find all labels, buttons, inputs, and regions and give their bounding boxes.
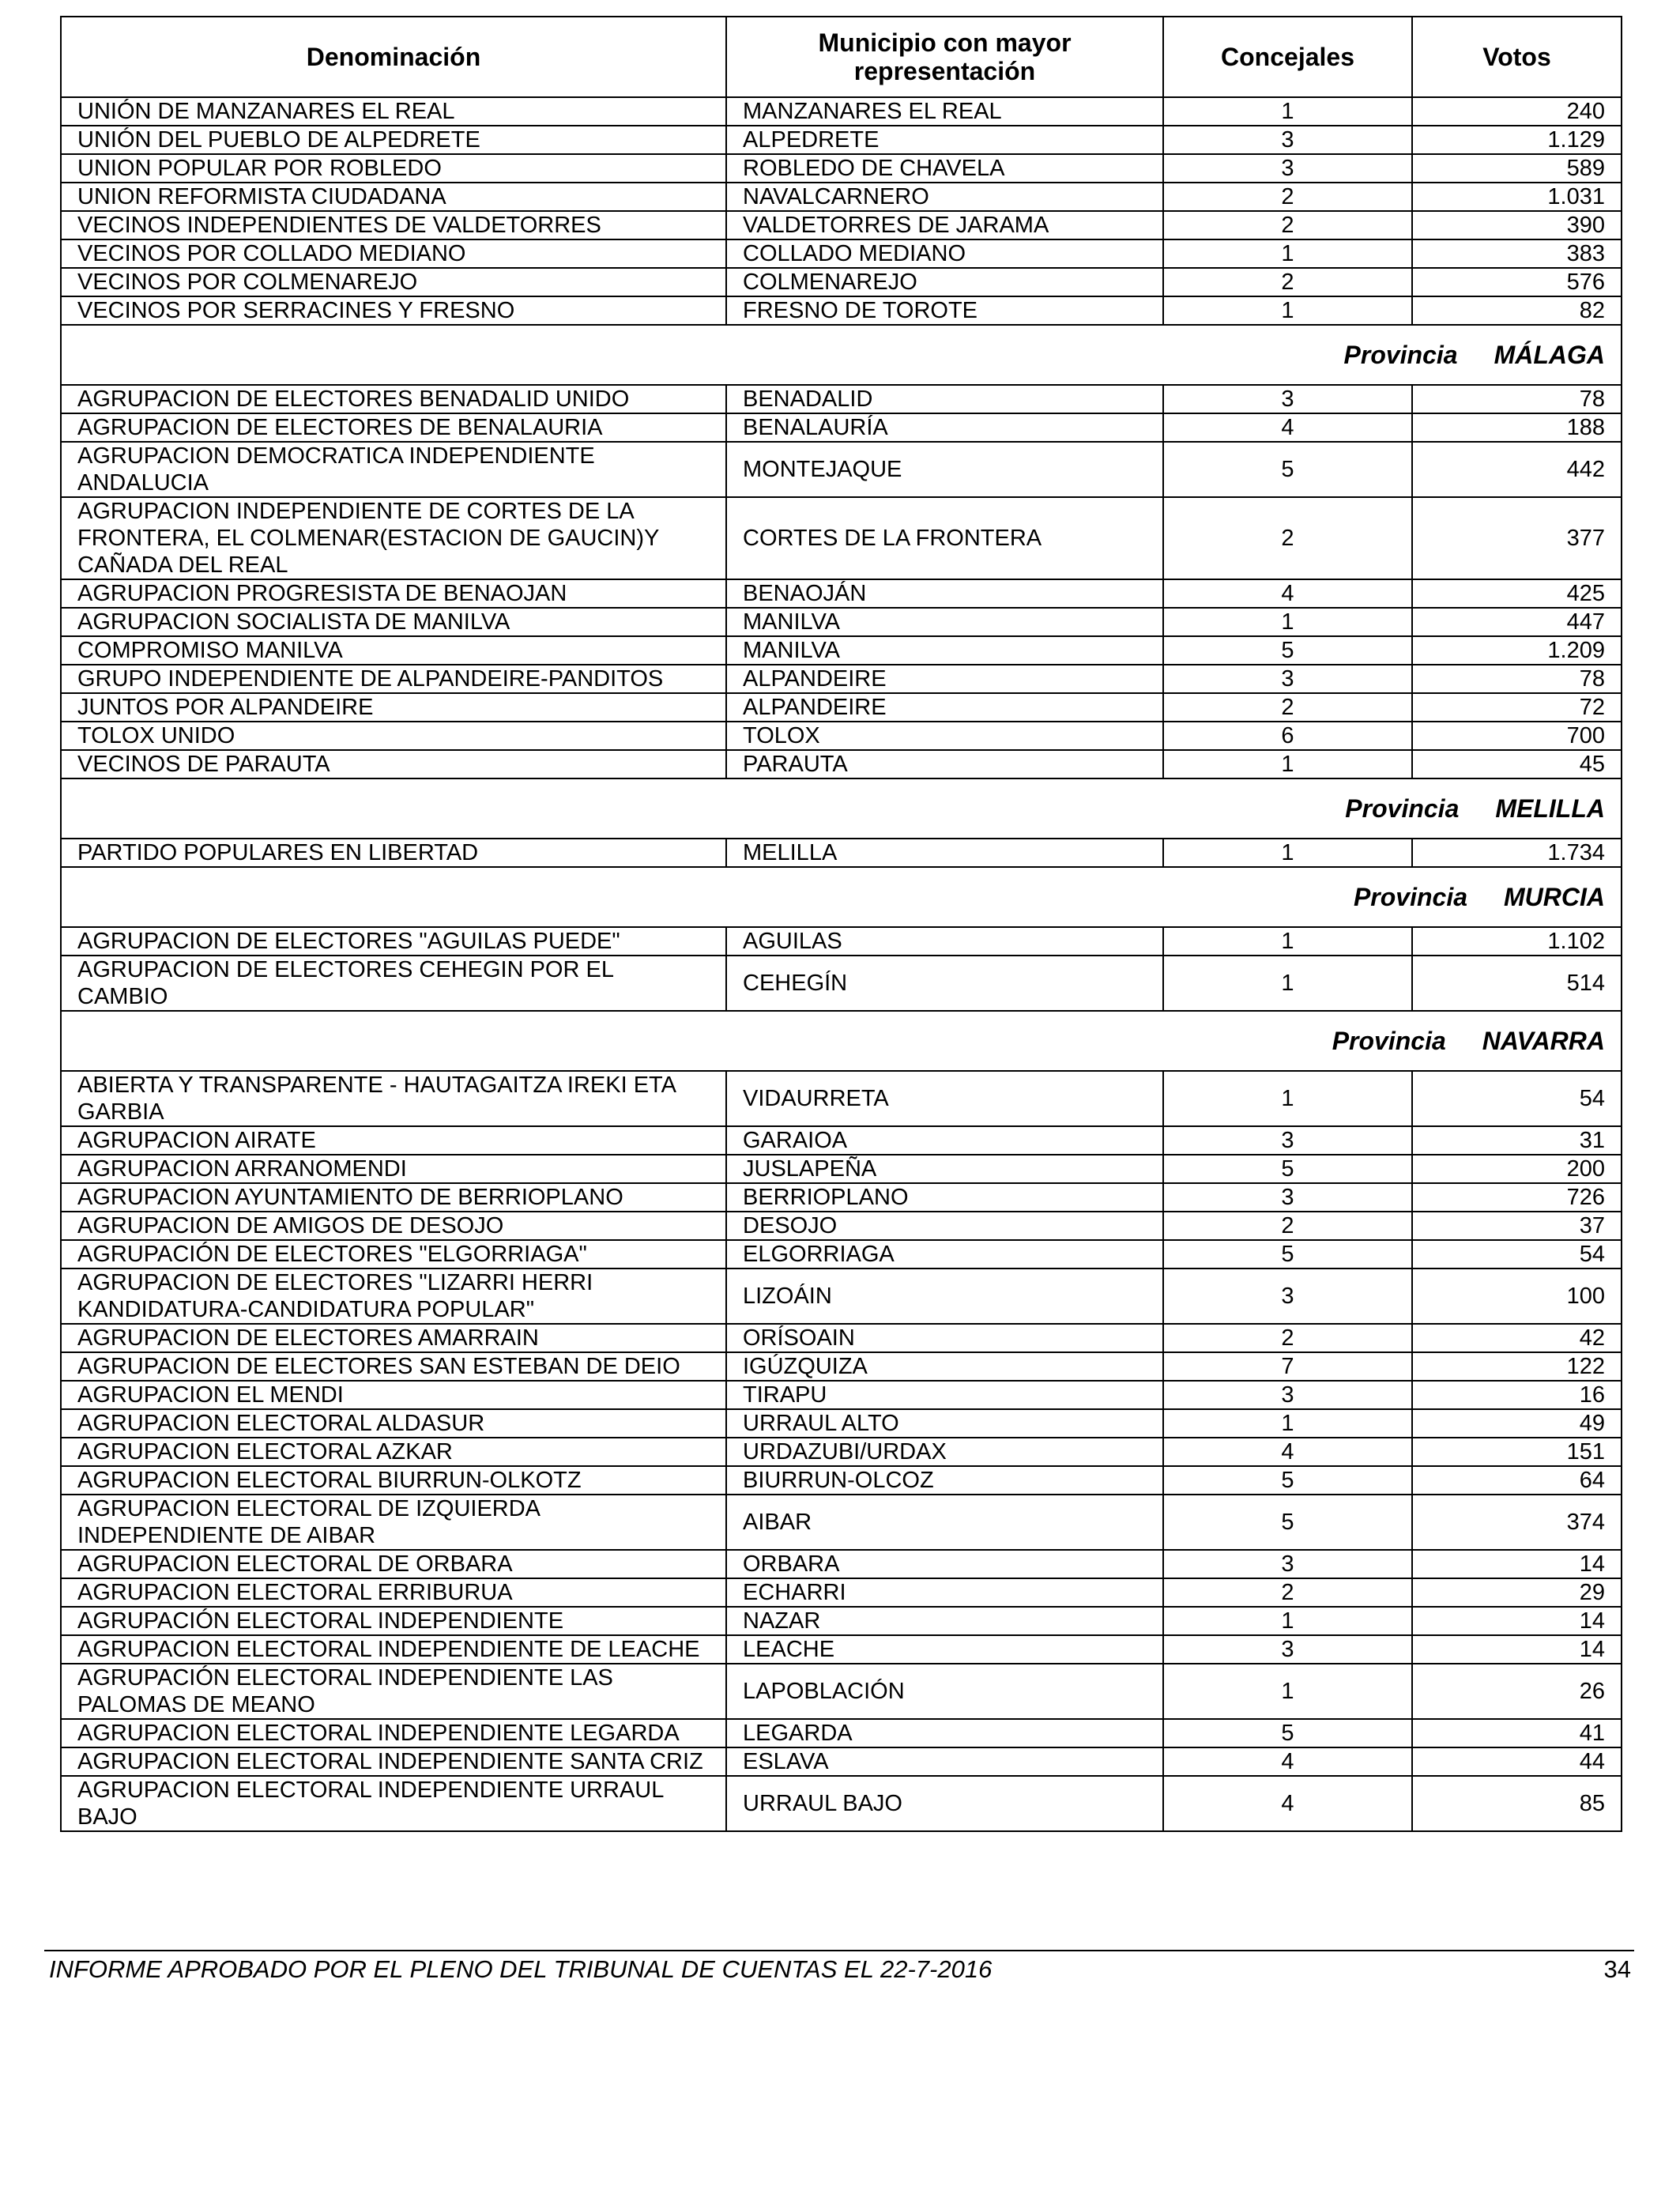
cell-concejales: 3 <box>1163 385 1412 413</box>
cell-denominacion: AGRUPACION ELECTORAL AZKAR <box>61 1438 726 1466</box>
table-row <box>61 1607 1622 1635</box>
table-row <box>61 722 1622 750</box>
cell-votos: 447 <box>1412 608 1622 636</box>
table-row <box>61 750 1622 778</box>
table-row <box>61 579 1622 608</box>
cell-denominacion: PARTIDO POPULARES EN LIBERTAD <box>61 839 726 867</box>
table-row <box>61 1466 1622 1495</box>
cell-votos: 14 <box>1412 1635 1622 1664</box>
cell-votos: 240 <box>1412 97 1622 126</box>
cell-concejales: 7 <box>1163 1352 1412 1381</box>
cell-votos: 54 <box>1412 1240 1622 1269</box>
cell-votos: 589 <box>1412 154 1622 183</box>
cell-concejales: 1 <box>1163 956 1412 1011</box>
cell-votos: 14 <box>1412 1550 1622 1578</box>
cell-denominacion: AGRUPACION EL MENDI <box>61 1381 726 1409</box>
cell-concejales: 3 <box>1163 665 1412 693</box>
cell-denominacion: UNIÓN DE MANZANARES EL REAL <box>61 97 726 126</box>
cell-denominacion: AGRUPACION DE ELECTORES DE BENALAURIA <box>61 413 726 442</box>
table-row <box>61 1269 1622 1324</box>
table-row <box>61 1240 1622 1269</box>
cell-denominacion: AGRUPACION ELECTORAL INDEPENDIENTE SANTA CRIZ <box>61 1747 726 1776</box>
cell-municipio: FRESNO DE TOROTE <box>726 296 1163 325</box>
table-row <box>61 1381 1622 1409</box>
cell-municipio: DESOJO <box>726 1212 1163 1240</box>
cell-concejales: 2 <box>1163 211 1412 239</box>
cell-municipio: ALPANDEIRE <box>726 693 1163 722</box>
cell-votos: 45 <box>1412 750 1622 778</box>
table-row <box>61 1747 1622 1776</box>
cell-concejales: 2 <box>1163 1212 1412 1240</box>
cell-municipio: PARAUTA <box>726 750 1163 778</box>
cell-denominacion: AGRUPACION DE ELECTORES "LIZARRI HERRI KANDIDATURA-CANDIDATURA POPULAR" <box>61 1269 726 1324</box>
cell-denominacion: AGRUPACION DEMOCRATICA INDEPENDIENTE ANDALUCIA <box>61 442 726 497</box>
table-row <box>61 1409 1622 1438</box>
table-row <box>61 693 1622 722</box>
cell-concejales: 5 <box>1163 442 1412 497</box>
cell-denominacion: VECINOS POR SERRACINES Y FRESNO <box>61 296 726 325</box>
cell-votos: 26 <box>1412 1664 1622 1719</box>
cell-votos: 31 <box>1412 1126 1622 1155</box>
cell-municipio: ALPANDEIRE <box>726 665 1163 693</box>
cell-denominacion: VECINOS INDEPENDIENTES DE VALDETORRES <box>61 211 726 239</box>
cell-concejales: 2 <box>1163 497 1412 579</box>
table-row <box>61 1352 1622 1381</box>
cell-concejales: 3 <box>1163 1183 1412 1212</box>
cell-concejales: 1 <box>1163 296 1412 325</box>
cell-concejales: 4 <box>1163 1747 1412 1776</box>
cell-municipio: NAZAR <box>726 1607 1163 1635</box>
cell-concejales: 5 <box>1163 1466 1412 1495</box>
cell-votos: 726 <box>1412 1183 1622 1212</box>
cell-denominacion: TOLOX UNIDO <box>61 722 726 750</box>
cell-concejales: 1 <box>1163 1664 1412 1719</box>
cell-concejales: 1 <box>1163 1607 1412 1635</box>
cell-denominacion: UNION POPULAR POR ROBLEDO <box>61 154 726 183</box>
table-row <box>61 211 1622 239</box>
cell-concejales: 1 <box>1163 927 1412 956</box>
cell-denominacion: AGRUPACIÓN DE ELECTORES "ELGORRIAGA" <box>61 1240 726 1269</box>
table-row <box>61 956 1622 1011</box>
cell-municipio: BERRIOPLANO <box>726 1183 1163 1212</box>
cell-votos: 78 <box>1412 665 1622 693</box>
cell-denominacion: AGRUPACION ELECTORAL ALDASUR <box>61 1409 726 1438</box>
cell-denominacion: UNIÓN DEL PUEBLO DE ALPEDRETE <box>61 126 726 154</box>
table-row <box>61 1635 1622 1664</box>
cell-municipio: IGÚZQUIZA <box>726 1352 1163 1381</box>
cell-denominacion: AGRUPACION ELECTORAL INDEPENDIENTE DE LEACHE <box>61 1635 726 1664</box>
page-number: 34 <box>1603 1955 1631 1983</box>
cell-concejales: 3 <box>1163 1269 1412 1324</box>
cell-denominacion: AGRUPACION ARRANOMENDI <box>61 1155 726 1183</box>
table-header-row <box>61 17 1622 97</box>
header-denominacion: Denominación <box>61 17 726 97</box>
cell-municipio: MANILVA <box>726 636 1163 665</box>
cell-municipio: ESLAVA <box>726 1747 1163 1776</box>
cell-votos: 29 <box>1412 1578 1622 1607</box>
cell-denominacion: COMPROMISO MANILVA <box>61 636 726 665</box>
province-cell <box>61 867 1622 927</box>
table-row <box>61 183 1622 211</box>
cell-votos: 1.129 <box>1412 126 1622 154</box>
cell-municipio: ORÍSOAIN <box>726 1324 1163 1352</box>
table-row <box>61 1664 1622 1719</box>
cell-municipio: LAPOBLACIÓN <box>726 1664 1163 1719</box>
cell-municipio: URRAUL BAJO <box>726 1776 1163 1831</box>
province-label: Provincia <box>1343 341 1458 369</box>
cell-concejales: 1 <box>1163 1071 1412 1126</box>
province-label: Provincia <box>1345 794 1460 823</box>
table-row <box>61 1183 1622 1212</box>
cell-concejales: 1 <box>1163 608 1412 636</box>
province-name: MURCIA <box>1504 883 1605 911</box>
cell-denominacion: AGRUPACION DE AMIGOS DE DESOJO <box>61 1212 726 1240</box>
province-row <box>61 867 1622 927</box>
table-row <box>61 239 1622 268</box>
cell-municipio: ORBARA <box>726 1550 1163 1578</box>
table-row <box>61 1550 1622 1578</box>
cell-votos: 82 <box>1412 296 1622 325</box>
province-label: Provincia <box>1353 883 1468 911</box>
cell-concejales: 6 <box>1163 722 1412 750</box>
cell-municipio: AGUILAS <box>726 927 1163 956</box>
cell-municipio: URRAUL ALTO <box>726 1409 1163 1438</box>
cell-denominacion: AGRUPACION DE ELECTORES "AGUILAS PUEDE" <box>61 927 726 956</box>
results-table <box>60 16 1622 1832</box>
table-row <box>61 442 1622 497</box>
cell-votos: 42 <box>1412 1324 1622 1352</box>
cell-votos: 200 <box>1412 1155 1622 1183</box>
cell-votos: 44 <box>1412 1747 1622 1776</box>
cell-denominacion: AGRUPACION ELECTORAL DE IZQUIERDA INDEPENDIENTE DE AIBAR <box>61 1495 726 1550</box>
cell-denominacion: ABIERTA Y TRANSPARENTE - HAUTAGAITZA IREKI ETA GARBIA <box>61 1071 726 1126</box>
table-row <box>61 1212 1622 1240</box>
table-row <box>61 665 1622 693</box>
table-row <box>61 385 1622 413</box>
table-row <box>61 97 1622 126</box>
cell-municipio: ECHARRI <box>726 1578 1163 1607</box>
cell-votos: 700 <box>1412 722 1622 750</box>
cell-concejales: 1 <box>1163 97 1412 126</box>
cell-denominacion: AGRUPACION ELECTORAL INDEPENDIENTE URRAUL BAJO <box>61 1776 726 1831</box>
cell-denominacion: UNION REFORMISTA CIUDADANA <box>61 183 726 211</box>
province-label: Provincia <box>1332 1027 1446 1055</box>
cell-concejales: 4 <box>1163 413 1412 442</box>
cell-votos: 442 <box>1412 442 1622 497</box>
cell-votos: 377 <box>1412 497 1622 579</box>
cell-concejales: 1 <box>1163 239 1412 268</box>
province-name: NAVARRA <box>1482 1027 1605 1055</box>
table-row <box>61 636 1622 665</box>
cell-concejales: 4 <box>1163 579 1412 608</box>
cell-concejales: 3 <box>1163 154 1412 183</box>
cell-concejales: 5 <box>1163 1240 1412 1269</box>
cell-municipio: COLLADO MEDIANO <box>726 239 1163 268</box>
cell-denominacion: AGRUPACION ELECTORAL ERRIBURUA <box>61 1578 726 1607</box>
cell-municipio: VIDAURRETA <box>726 1071 1163 1126</box>
cell-denominacion: AGRUPACION AIRATE <box>61 1126 726 1155</box>
cell-municipio: GARAIOA <box>726 1126 1163 1155</box>
cell-concejales: 2 <box>1163 268 1412 296</box>
cell-municipio: TOLOX <box>726 722 1163 750</box>
cell-votos: 64 <box>1412 1466 1622 1495</box>
cell-concejales: 3 <box>1163 1381 1412 1409</box>
province-cell <box>61 1011 1622 1071</box>
cell-denominacion: VECINOS POR COLLADO MEDIANO <box>61 239 726 268</box>
header-municipio: Municipio con mayor representación <box>726 17 1163 97</box>
cell-municipio: LIZOÁIN <box>726 1269 1163 1324</box>
cell-denominacion: VECINOS POR COLMENAREJO <box>61 268 726 296</box>
cell-concejales: 3 <box>1163 1126 1412 1155</box>
cell-concejales: 2 <box>1163 1578 1412 1607</box>
footer-divider <box>44 1950 1634 1951</box>
cell-denominacion: GRUPO INDEPENDIENTE DE ALPANDEIRE-PANDITOS <box>61 665 726 693</box>
table-row <box>61 1438 1622 1466</box>
cell-denominacion: AGRUPACION DE ELECTORES BENADALID UNIDO <box>61 385 726 413</box>
cell-denominacion: AGRUPACION INDEPENDIENTE DE CORTES DE LA FRONTERA, EL COLMENAR(ESTACION DE GAUCIN)Y CAÑADA DEL REAL <box>61 497 726 579</box>
cell-municipio: LEACHE <box>726 1635 1163 1664</box>
cell-concejales: 4 <box>1163 1776 1412 1831</box>
cell-municipio: BIURRUN-OLCOZ <box>726 1466 1163 1495</box>
cell-municipio: NAVALCARNERO <box>726 183 1163 211</box>
cell-municipio: TIRAPU <box>726 1381 1163 1409</box>
table-row <box>61 1776 1622 1831</box>
header-votos: Votos <box>1412 17 1622 97</box>
cell-concejales: 5 <box>1163 1155 1412 1183</box>
cell-municipio: MANZANARES EL REAL <box>726 97 1163 126</box>
cell-votos: 14 <box>1412 1607 1622 1635</box>
footer-text: INFORME APROBADO POR EL PLENO DEL TRIBUNAL DE CUENTAS EL 22-7-2016 <box>49 1955 993 1983</box>
cell-denominacion: AGRUPACION DE ELECTORES CEHEGIN POR EL CAMBIO <box>61 956 726 1011</box>
table-row <box>61 608 1622 636</box>
cell-municipio: URDAZUBI/URDAX <box>726 1438 1163 1466</box>
province-cell <box>61 325 1622 385</box>
cell-municipio: COLMENAREJO <box>726 268 1163 296</box>
cell-votos: 72 <box>1412 693 1622 722</box>
cell-concejales: 3 <box>1163 1635 1412 1664</box>
cell-denominacion: AGRUPACION PROGRESISTA DE BENAOJAN <box>61 579 726 608</box>
cell-votos: 54 <box>1412 1071 1622 1126</box>
cell-denominacion: AGRUPACION ELECTORAL INDEPENDIENTE LEGARDA <box>61 1719 726 1747</box>
cell-municipio: ALPEDRETE <box>726 126 1163 154</box>
table-row <box>61 268 1622 296</box>
cell-denominacion: AGRUPACIÓN ELECTORAL INDEPENDIENTE LAS PALOMAS DE MEANO <box>61 1664 726 1719</box>
cell-concejales: 2 <box>1163 693 1412 722</box>
cell-denominacion: AGRUPACION ELECTORAL BIURRUN-OLKOTZ <box>61 1466 726 1495</box>
cell-denominacion: AGRUPACION DE ELECTORES AMARRAIN <box>61 1324 726 1352</box>
cell-concejales: 4 <box>1163 1438 1412 1466</box>
table-row <box>61 1719 1622 1747</box>
cell-votos: 151 <box>1412 1438 1622 1466</box>
cell-votos: 576 <box>1412 268 1622 296</box>
province-row <box>61 325 1622 385</box>
table-row <box>61 1324 1622 1352</box>
cell-municipio: BENAOJÁN <box>726 579 1163 608</box>
cell-concejales: 3 <box>1163 126 1412 154</box>
cell-votos: 78 <box>1412 385 1622 413</box>
table-row <box>61 126 1622 154</box>
cell-denominacion: AGRUPACION DE ELECTORES SAN ESTEBAN DE DEIO <box>61 1352 726 1381</box>
cell-municipio: MONTEJAQUE <box>726 442 1163 497</box>
table-body <box>61 97 1622 1831</box>
table-row <box>61 839 1622 867</box>
cell-concejales: 1 <box>1163 750 1412 778</box>
cell-municipio: JUSLAPEÑA <box>726 1155 1163 1183</box>
province-name: MELILLA <box>1495 794 1605 823</box>
cell-municipio: ROBLEDO DE CHAVELA <box>726 154 1163 183</box>
cell-denominacion: VECINOS DE PARAUTA <box>61 750 726 778</box>
table-row <box>61 1126 1622 1155</box>
cell-concejales: 2 <box>1163 1324 1412 1352</box>
cell-municipio: BENALAURÍA <box>726 413 1163 442</box>
cell-votos: 49 <box>1412 1409 1622 1438</box>
table-row <box>61 1495 1622 1550</box>
cell-municipio: MANILVA <box>726 608 1163 636</box>
cell-votos: 85 <box>1412 1776 1622 1831</box>
table-row <box>61 296 1622 325</box>
cell-votos: 41 <box>1412 1719 1622 1747</box>
cell-votos: 390 <box>1412 211 1622 239</box>
cell-concejales: 3 <box>1163 1550 1412 1578</box>
cell-votos: 1.209 <box>1412 636 1622 665</box>
cell-votos: 514 <box>1412 956 1622 1011</box>
table-row <box>61 497 1622 579</box>
cell-municipio: ELGORRIAGA <box>726 1240 1163 1269</box>
cell-municipio: BENADALID <box>726 385 1163 413</box>
province-cell <box>61 778 1622 839</box>
cell-votos: 188 <box>1412 413 1622 442</box>
province-name: MÁLAGA <box>1494 341 1605 369</box>
cell-votos: 1.031 <box>1412 183 1622 211</box>
cell-concejales: 1 <box>1163 839 1412 867</box>
header-concejales: Concejales <box>1163 17 1412 97</box>
cell-votos: 383 <box>1412 239 1622 268</box>
cell-municipio: MELILLA <box>726 839 1163 867</box>
cell-votos: 1.734 <box>1412 839 1622 867</box>
cell-municipio: VALDETORRES DE JARAMA <box>726 211 1163 239</box>
province-row <box>61 778 1622 839</box>
cell-denominacion: JUNTOS POR ALPANDEIRE <box>61 693 726 722</box>
cell-concejales: 2 <box>1163 183 1412 211</box>
cell-municipio: LEGARDA <box>726 1719 1163 1747</box>
cell-concejales: 5 <box>1163 1719 1412 1747</box>
cell-denominacion: AGRUPACION SOCIALISTA DE MANILVA <box>61 608 726 636</box>
cell-denominacion: AGRUPACIÓN ELECTORAL INDEPENDIENTE <box>61 1607 726 1635</box>
table-row <box>61 1578 1622 1607</box>
table-row <box>61 1155 1622 1183</box>
province-row <box>61 1011 1622 1071</box>
table-row <box>61 154 1622 183</box>
cell-votos: 425 <box>1412 579 1622 608</box>
cell-municipio: AIBAR <box>726 1495 1163 1550</box>
table-row <box>61 413 1622 442</box>
cell-votos: 16 <box>1412 1381 1622 1409</box>
cell-votos: 122 <box>1412 1352 1622 1381</box>
cell-concejales: 5 <box>1163 1495 1412 1550</box>
cell-denominacion: AGRUPACION AYUNTAMIENTO DE BERRIOPLANO <box>61 1183 726 1212</box>
cell-votos: 100 <box>1412 1269 1622 1324</box>
table-row <box>61 1071 1622 1126</box>
cell-votos: 37 <box>1412 1212 1622 1240</box>
cell-concejales: 1 <box>1163 1409 1412 1438</box>
cell-denominacion: AGRUPACION ELECTORAL DE ORBARA <box>61 1550 726 1578</box>
cell-votos: 1.102 <box>1412 927 1622 956</box>
cell-municipio: CORTES DE LA FRONTERA <box>726 497 1163 579</box>
cell-municipio: CEHEGÍN <box>726 956 1163 1011</box>
cell-concejales: 5 <box>1163 636 1412 665</box>
cell-votos: 374 <box>1412 1495 1622 1550</box>
table-row <box>61 927 1622 956</box>
